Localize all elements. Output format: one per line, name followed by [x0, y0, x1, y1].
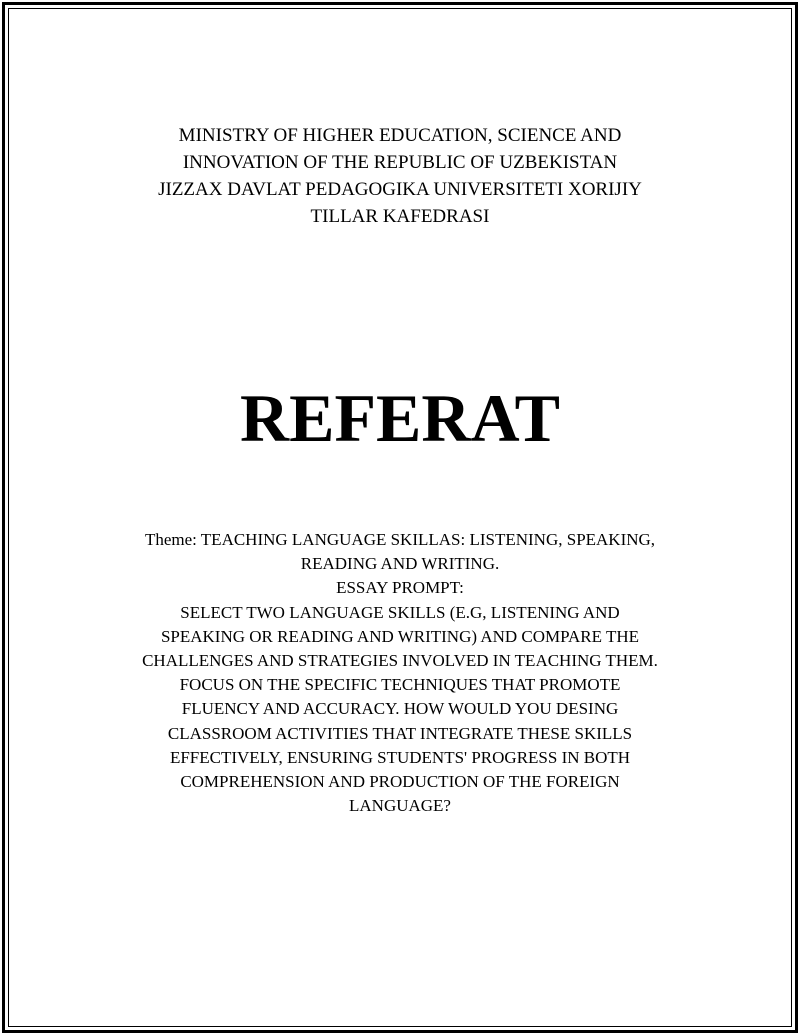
prompt-line: CHALLENGES AND STRATEGIES INVOLVED IN TEACHING THEM. [142, 651, 658, 671]
prompt-line: FLUENCY AND ACCURACY. HOW WOULD YOU DESING [181, 699, 619, 719]
prompt-line: FOCUS ON THE SPECIFIC TECHNIQUES THAT PROMOTE [179, 675, 621, 695]
prompt-line: LANGUAGE? [349, 796, 451, 816]
prompt-line: SELECT TWO LANGUAGE SKILLS (E.G, LISTENING AND [180, 602, 620, 622]
theme-line: Theme: TEACHING LANGUAGE SKILLAS: LISTENING, SPEAKING, [144, 530, 656, 549]
institution-header [0, 122, 800, 230]
document-title: REFERAT [240, 380, 560, 456]
prompt-line: COMPREHENSION AND PRODUCTION OF THE FOREIGN [180, 772, 620, 792]
header-line: JIZZAX DAVLAT PEDAGOGIKA UNIVERSITETI XORIJIY [158, 179, 642, 200]
prompt-line: CLASSROOM ACTIVITIES THAT INTEGRATE THESE SKILLS [167, 723, 633, 743]
prompt-line: SPEAKING OR READING AND WRITING) AND COMPARE THE [160, 626, 640, 646]
theme-line: READING AND WRITING. [300, 554, 500, 574]
prompt-heading: ESSAY PROMPT: [336, 578, 464, 598]
header-line: MINISTRY OF HIGHER EDUCATION, SCIENCE AND [178, 125, 622, 146]
theme-and-prompt [0, 528, 800, 818]
header-line: TILLAR KAFEDRASI [310, 206, 490, 227]
prompt-line: EFFECTIVELY, ENSURING STUDENTS' PROGRESS IN BOTH [169, 747, 631, 767]
header-line: INNOVATION OF THE REPUBLIC OF UZBEKISTAN [182, 152, 618, 173]
